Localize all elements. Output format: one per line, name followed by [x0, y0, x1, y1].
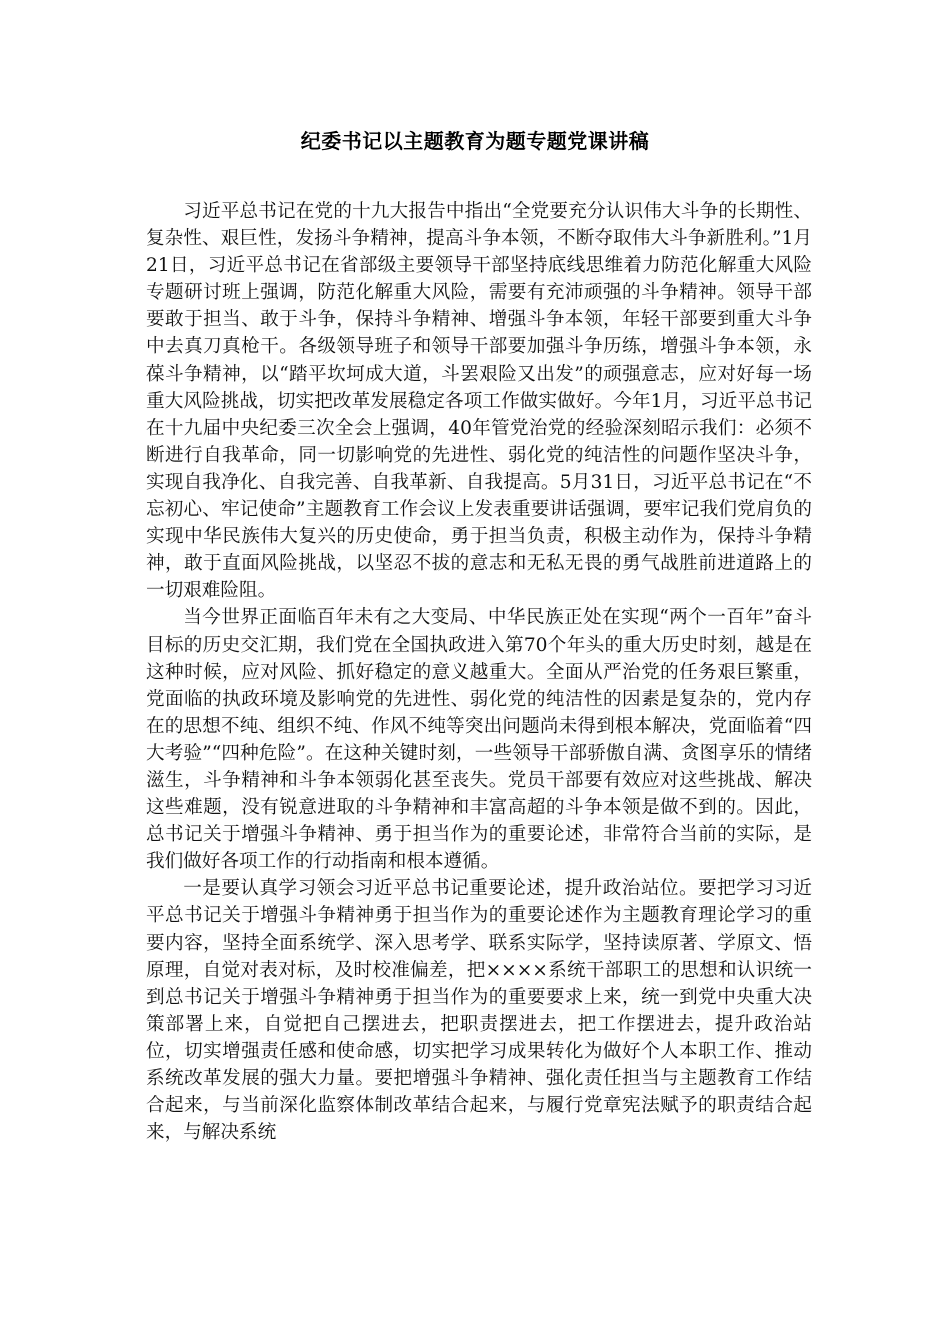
paragraph: 当今世界正面临百年未有之大变局、中华民族正处在实现“两个一百年”奋斗目标的历史交汇期，我们党在全国执政进入第70个年头的重大历史时刻，越是在这种时候，应对风险、抓好稳定的意义越重大。全面从严治党的任务艰巨繁重，党面临的执政环境及影响党的先进性、弱化党的纯洁性的因素是复杂的，党内存在的思想不纯、组织不纯、作风不纯等突出问题尚未得到根本解决，党面临着“四大考验”“四种危险”。在这种关键时刻，一些领导干部骄傲自满、贪图享乐的情绪滋生，斗争精神和斗争本领弱化甚至丧失。党员干部要有效应对这些挑战、解决这些难题，没有锐意进取的斗争精神和丰富高超的斗争本领是做不到的。因此，总书记关于增强斗争精神、勇于担当作为的重要论述，非常符合当前的实际，是我们做好各项工作的行动指南和根本遵循。	[146, 607, 812, 873]
document-title: 纪委书记以主题教育为题专题党课讲稿	[300, 129, 650, 153]
paragraph: 习近平总书记在党的十九大报告中指出“全党要充分认识伟大斗争的长期性、复杂性、艰巨性，发扬斗争精神，提高斗争本领，不断夺取伟大斗争新胜利。”1月21日，习近平总书记在省部级主要领导干部坚持底线思维着力防范化解重大风险专题研讨班上强调，防范化解重大风险，需要有充沛顽强的斗争精神。领导干部要敢于担当、敢于斗争，保持斗争精神、增强斗争本领，年轻干部要到重大斗争中去真刀真枪干。各级领导班子和领导干部要加强斗争历练，增强斗争本领，永葆斗争精神，以“踏平坎坷成大道，斗罢艰险又出发”的顽强意志，应对好每一场重大风险挑战，切实把改革发展稳定各项工作做实做好。今年1月，习近平总书记在十九届中央纪委三次全会上强调，40年管党治党的经验深刻昭示我们：必须不断进行自我革命，同一切影响党的先进性、弱化党的纯洁性的问题作坚决斗争，实现自我净化、自我完善、自我革新、自我提高。5月31日，习近平总书记在“不忘初心、牢记使命”主题教育工作会议上发表重要讲话强调，要牢记我们党肩负的实现中华民族伟大复兴的历史使命，勇于担当负责，积极主动作为，保持斗争精神，敢于直面风险挑战，以坚忍不拔的意志和无私无畏的勇气战胜前进道路上的一切艰难险阻。	[146, 201, 812, 602]
document-body	[146, 198, 812, 1146]
paragraph: 一是要认真学习领会习近平总书记重要论述，提升政治站位。要把学习习近平总书记关于增强斗争精神勇于担当作为的重要论述作为主题教育理论学习的重要内容，坚持全面系统学、深入思考学、联系实际学，坚持读原著、学原文、悟原理，自觉对表对标，及时校准偏差，把××××系统干部职工的思想和认识统一到总书记关于增强斗争精神勇于担当作为的重要要求上来，统一到党中央重大决策部署上来，自觉把自己摆进去，把职责摆进去，把工作摆进去，提升政治站位，切实增强责任感和使命感，切实把学习成果转化为做好个人本职工作、推动系统改革发展的强大力量。要把增强斗争精神、强化责任担当与主题教育工作结合起来，与当前深化监察体制改革结合起来，与履行党章宪法赋予的职责结合起来，与解决系统	[146, 878, 812, 1144]
